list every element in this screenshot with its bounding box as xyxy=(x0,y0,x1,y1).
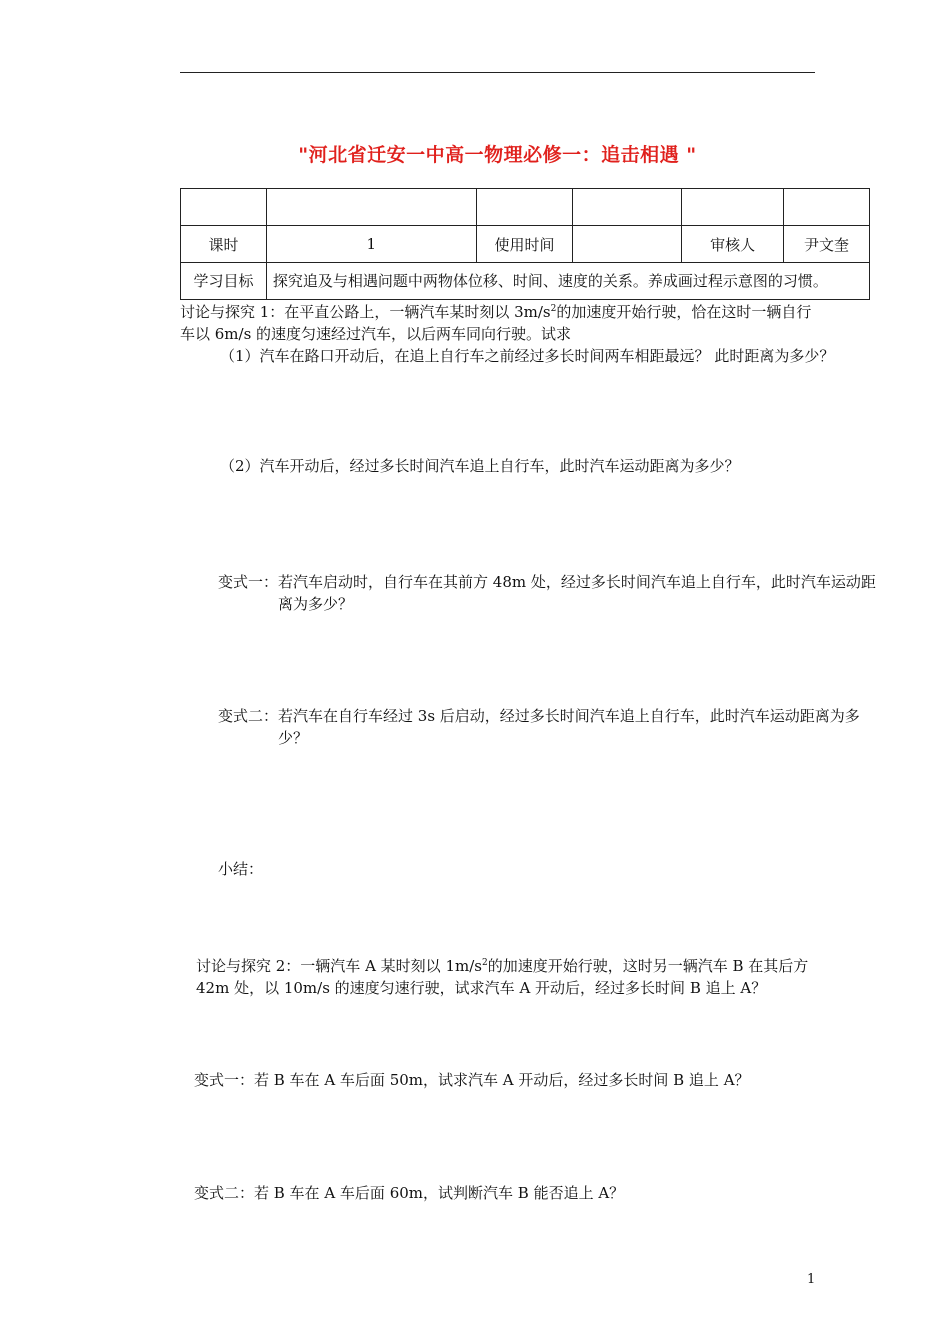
section2-variant-1: 变式一：若 B 车在 A 车后面 50m，试求汽车 A 开动后，经过多长时间 B 追上 A？ xyxy=(194,1071,750,1089)
goal-value: 探究追及与相遇问题中两物体位移、时间、速度的关系。养成画过程示意图的习惯。 xyxy=(266,263,869,300)
section1-intro: 讨论与探究 1：在平直公路上，一辆汽车某时刻以 $3m/s^2$的加速度开始行驶，恰在这时一辆自行车以 6m/s 的速度匀速经过汽车，以后两车同向行驶。试求 xyxy=(180,303,812,343)
summary-label: 小结： xyxy=(218,860,264,878)
section2-intro: 讨论与探究 2：一辆汽车 A 某时刻以 $1m/s^2$的加速度开始行驶，这时另一辆汽车 B 在其后方 42m 处，以 10m/s 的速度匀速行驶，试求汽车 A 开动后，经过多长时间 B 追上 A？ xyxy=(196,957,809,997)
table-row-goal xyxy=(181,263,870,300)
superscript: 2 xyxy=(550,304,557,314)
reviewer-value: 尹文奎 xyxy=(784,226,870,263)
page-title: "河北省迁安一中高一物理必修一：追击相遇 " xyxy=(298,144,697,166)
page-number: 1 xyxy=(807,1272,816,1287)
goal-label: 学习目标 xyxy=(181,263,267,300)
table-row-meta xyxy=(181,226,870,263)
lesson-value: 1 xyxy=(266,226,476,263)
info-table xyxy=(180,188,870,300)
table-row-empty xyxy=(181,189,870,226)
variant-2: 变式二：若汽车在自行车经过 3s 后启动，经过多长时间汽车追上自行车，此时汽车运动距离为多少？ xyxy=(218,707,860,747)
use-time-label: 使用时间 xyxy=(476,226,573,263)
header-rule xyxy=(180,72,815,73)
question-1: （1）汽车在路口开动后，在追上自行车之前经过多长时间两车相距最远？ 此时距离为多少？ xyxy=(220,347,835,365)
use-time-value xyxy=(573,226,682,263)
superscript: 2 xyxy=(481,958,488,968)
variant-1: 变式一：若汽车启动时，自行车在其前方 48m 处，经过多长时间汽车追上自行车，此时汽车运动距离为多少？ xyxy=(218,573,876,613)
section2-variant-2: 变式二：若 B 车在 A 车后面 60m，试判断汽车 B 能否追上 A？ xyxy=(194,1184,625,1202)
question-2: （2）汽车开动后，经过多长时间汽车追上自行车，此时汽车运动距离为多少？ xyxy=(220,457,740,475)
lesson-label: 课时 xyxy=(181,226,267,263)
reviewer-label: 审核人 xyxy=(682,226,784,263)
